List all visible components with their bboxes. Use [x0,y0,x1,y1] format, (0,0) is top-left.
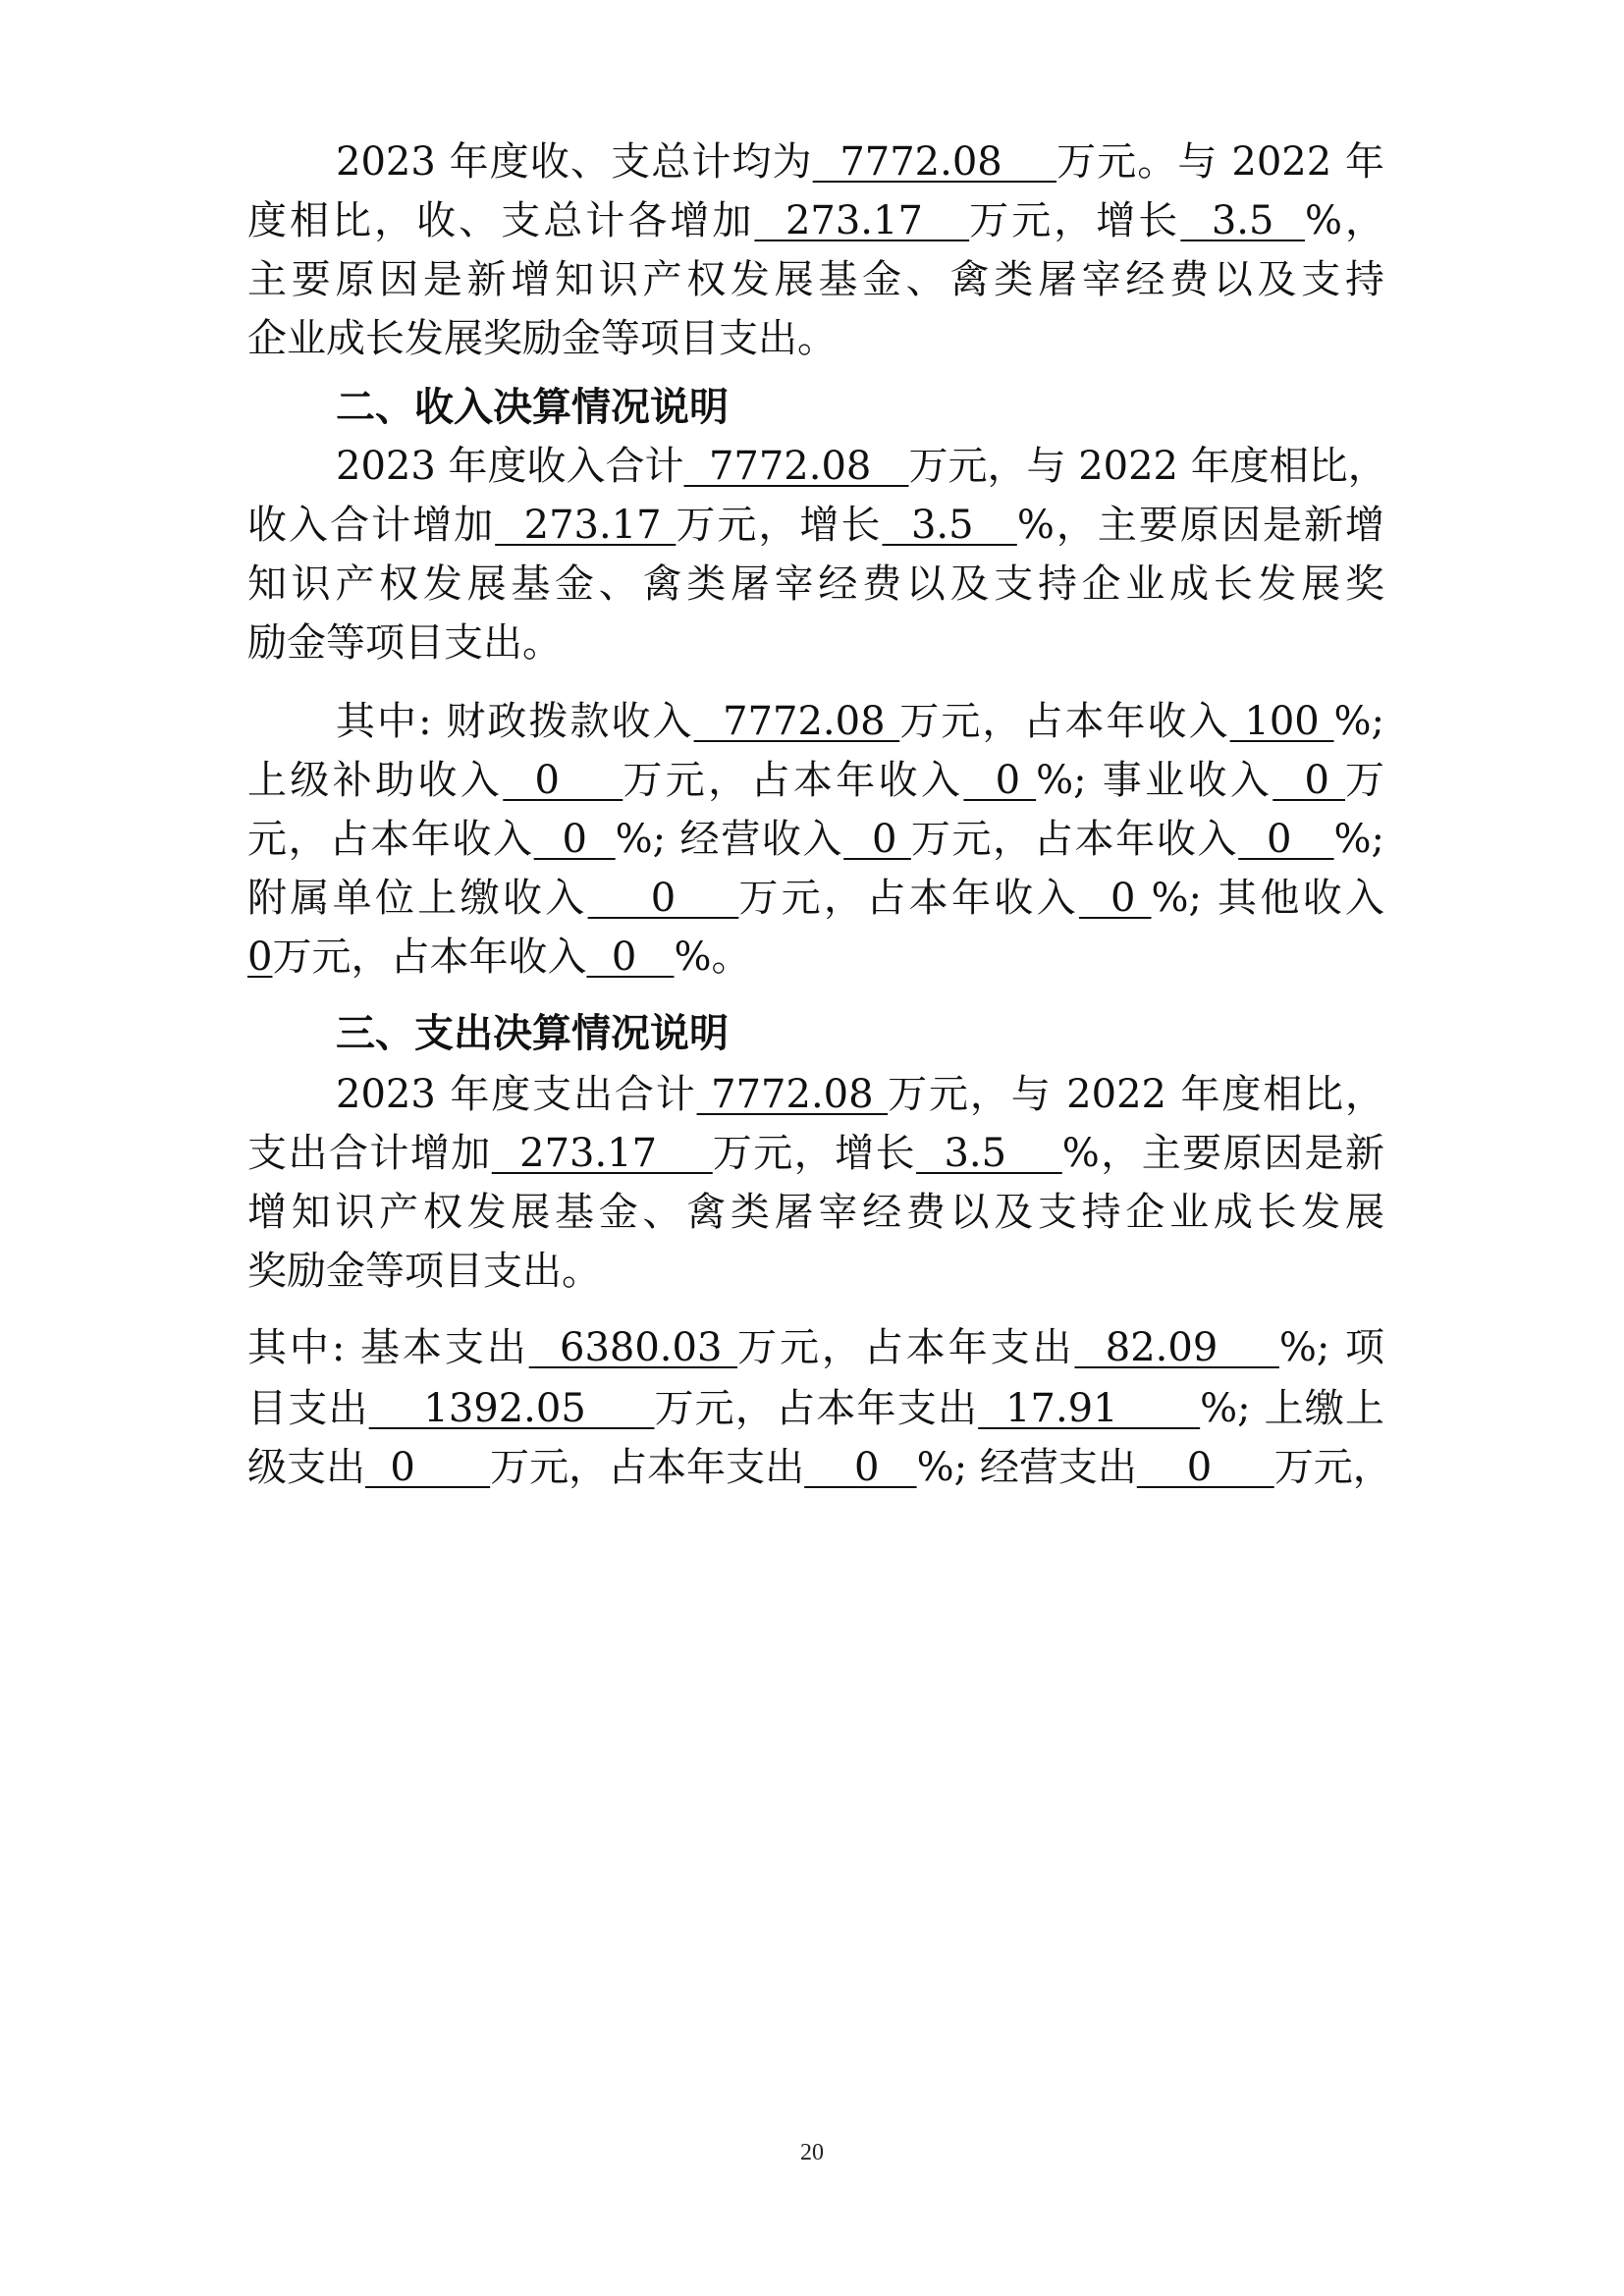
text: 万元，占本年支出 [490,1445,805,1490]
text: 万元，与 2022 年度相比， [908,444,1387,489]
text: %; 项 [1278,1325,1384,1370]
basic-expense-share: 82.09 [1074,1325,1279,1370]
income-detail-line-1 [336,694,1384,749]
expense-detail-line-3 [247,1440,1392,1495]
text: 万元，增长 [712,1131,917,1176]
text: %; [1333,817,1385,862]
text: 万元，占本年支出 [737,1325,1075,1370]
income-detail-line-5 [247,930,1384,985]
operating-expense: 0 [1136,1445,1274,1490]
text: %。 [674,934,751,980]
text: 万元， [1273,1445,1392,1490]
total-line-2 [247,193,1384,248]
text: 度相比，收、支总计各增加 [247,198,755,243]
expense-detail-line-1 [247,1320,1384,1375]
project-expense: 1392.05 [368,1386,655,1431]
text: 万元，占本年收入 [623,758,964,803]
income-total: 7772.08 [683,444,909,489]
text: %，主要原因是新增 [1016,503,1385,548]
text: 万元，占本年收入 [272,934,587,980]
text: 万元，占本年收入 [910,817,1239,862]
other-share: 0 [586,934,675,980]
expense-total: 7772.08 [696,1072,889,1117]
text: 2023 年度收、支总计均为 [336,139,813,185]
income-line-1 [336,439,1387,494]
project-expense-share: 17.91 [978,1386,1201,1431]
text: 2023 年度支出合计 [336,1072,697,1117]
total-value: 7772.08 [812,139,1057,185]
text: %; 经营收入 [615,817,844,862]
income-line-4: 励金等项目支出。 [247,620,562,666]
expense-heading: 三、支出决算情况说明 [336,1011,729,1056]
text: 收入合计增加 [247,503,496,548]
page-number: 20 [800,2140,824,2165]
expense-detail-line-2 [247,1381,1384,1436]
text: 级支出 [247,1445,365,1490]
operating-income: 0 [843,817,911,862]
upper-expense-share: 0 [804,1445,917,1490]
income-detail-line-2 [247,753,1384,808]
text: 万元，增长 [676,503,883,548]
text: %; [1333,699,1384,744]
expense-line-2 [247,1126,1384,1181]
operating-share: 0 [1238,817,1334,862]
income-growth: 3.5 [882,503,1017,548]
text: 万元，与 2022 年度相比， [888,1072,1385,1117]
expense-line-1 [336,1067,1384,1122]
subsidy-income: 0 [503,758,623,803]
affiliate-share: 0 [1078,876,1152,921]
text: 万元，增长 [969,198,1181,243]
total-line-1 [336,134,1384,189]
text: 万元。与 2022 年 [1056,139,1384,185]
text: 万元，占本年收入 [899,699,1230,744]
text: %，主要原因是新 [1061,1131,1384,1176]
text: 目支出 [247,1386,369,1431]
business-share: 0 [533,817,616,862]
growth-rate: 3.5 [1180,198,1305,243]
text: 2023 年度收入合计 [336,444,684,489]
income-line-2 [247,498,1384,553]
total-line-4: 企业成长发展奖励金等项目支出。 [247,316,837,361]
fiscal-income: 7772.08 [693,699,900,744]
expense-increase: 273.17 [491,1131,713,1176]
total-line-3: 主要原因是新增知识产权发展基金、禽类屠宰经费以及支持 [247,257,1384,302]
income-line-3: 知识产权发展基金、禽类屠宰经费以及支持企业成长发展奖 [247,561,1384,607]
text: %， [1304,198,1385,243]
subsidy-share: 0 [963,758,1037,803]
affiliate-income: 0 [587,876,739,921]
fiscal-income-share: 100 [1229,699,1334,744]
text: %; 上缴上 [1200,1386,1385,1431]
text: 元，占本年收入 [247,817,534,862]
income-heading: 二、收入决算情况说明 [336,385,729,430]
text: %; 事业收入 [1036,758,1273,803]
text: 万元，占本年支出 [654,1386,979,1431]
text: 附属单位上缴收入 [247,876,588,921]
increase-value: 273.17 [754,198,970,243]
text: 其中: 基本支出 [247,1325,529,1370]
text: %; 经营支出 [916,1445,1137,1490]
business-income: 0 [1272,758,1346,803]
expense-line-4: 奖励金等项目支出。 [247,1249,601,1294]
expense-growth: 3.5 [916,1131,1062,1176]
income-detail-line-4 [247,871,1384,926]
expense-line-3: 增知识产权发展基金、禽类屠宰经费以及支持企业成长发展 [247,1190,1384,1235]
income-increase: 273.17 [495,503,677,548]
text: 上级补助收入 [247,758,504,803]
text: 万元，占本年收入 [738,876,1079,921]
basic-expense: 6380.03 [528,1325,738,1370]
text: 其中: 财政拨款收入 [336,699,694,744]
other-income: 0 [247,934,273,980]
text: 万 [1345,758,1385,803]
upper-expense: 0 [365,1445,491,1490]
income-detail-line-3 [247,812,1384,867]
text: 支出合计增加 [247,1131,492,1176]
text: %; 其他收入 [1151,876,1385,921]
